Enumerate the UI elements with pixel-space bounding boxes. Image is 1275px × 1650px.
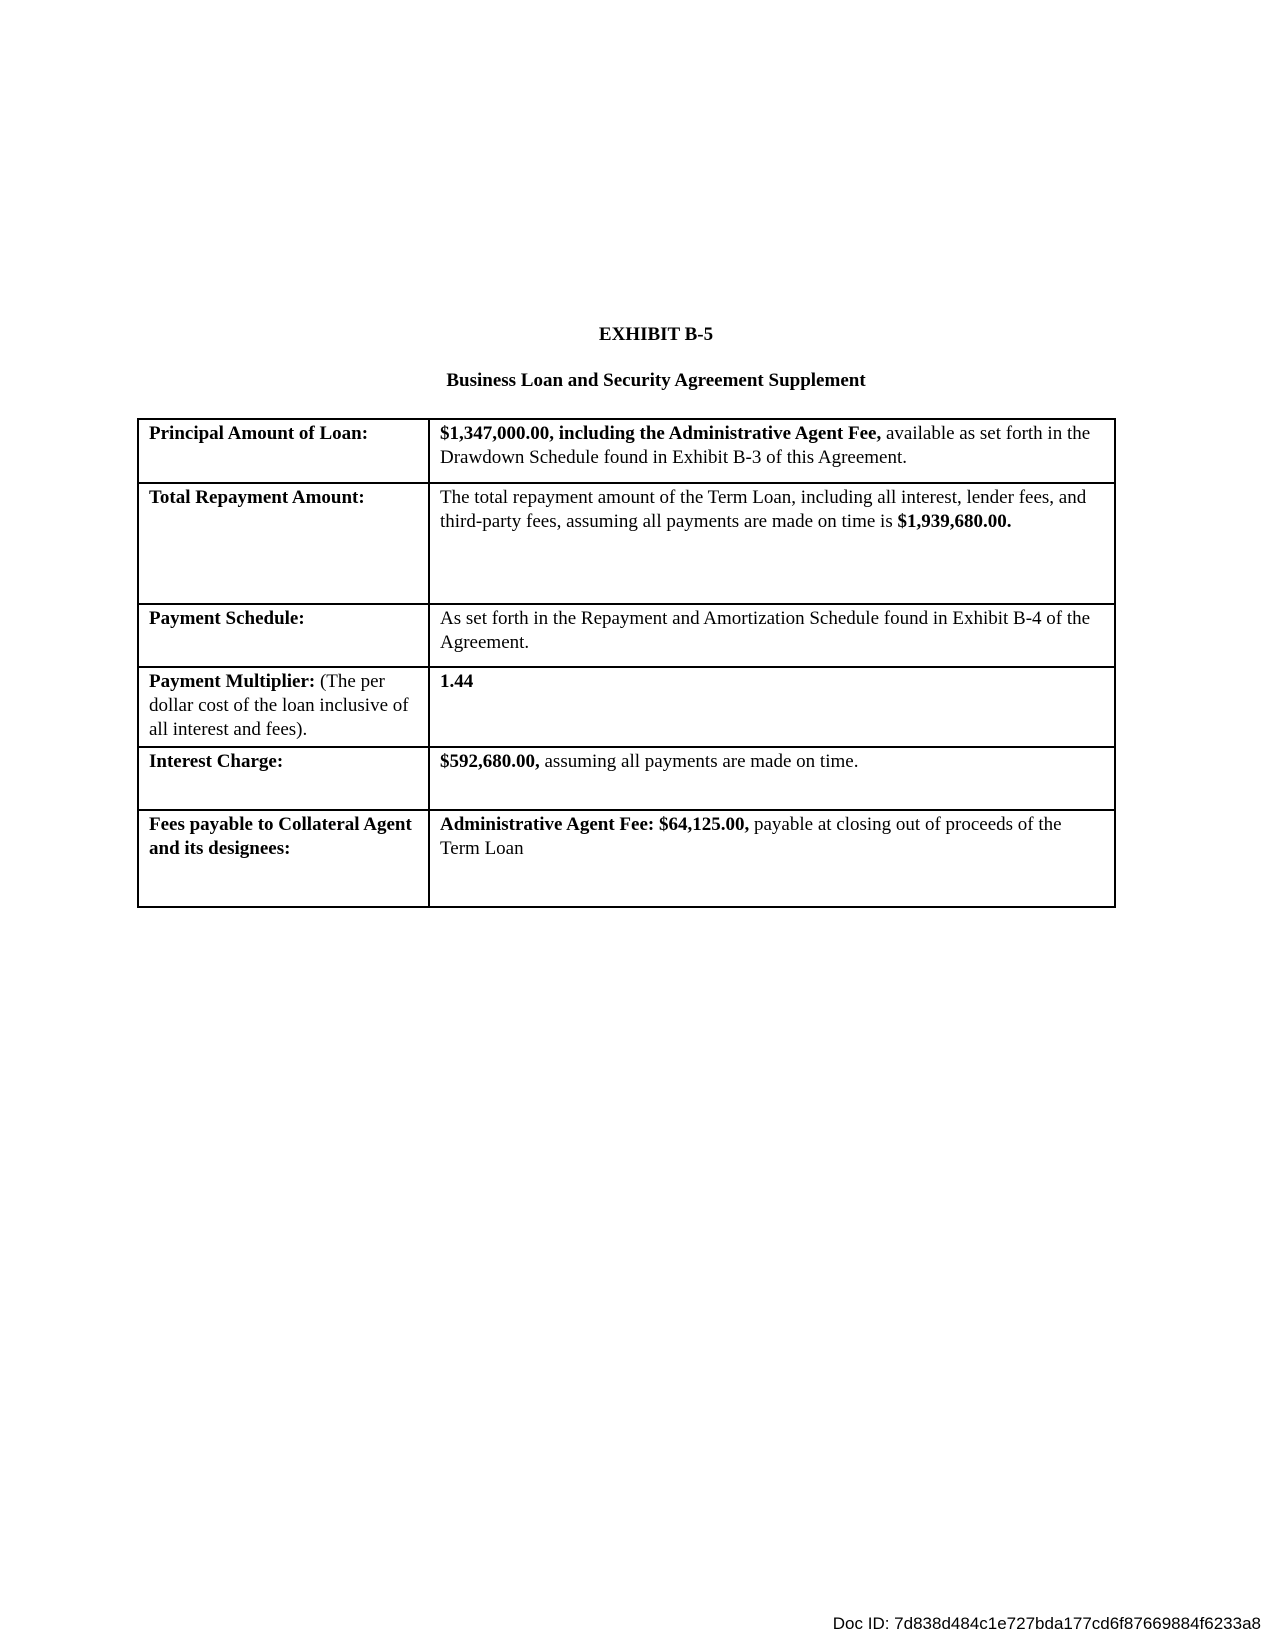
table-row-payment-schedule: [138, 604, 1115, 667]
row-label: Interest Charge:: [149, 751, 284, 772]
row-label: Fees payable to Collateral Agent and its designees:: [149, 814, 412, 859]
row-label: Payment Multiplier:: [149, 671, 316, 692]
table-row-principal: [138, 419, 1115, 483]
table-row-total-repayment: [138, 483, 1115, 604]
payment-schedule-description: As set forth in the Repayment and Amortization Schedule found in Exhibit B-4 of the Agreement.: [440, 608, 1091, 653]
principal-description: available as set forth in the Drawdown Schedule found in Exhibit B-3 of this Agreement.: [440, 423, 1091, 468]
interest-charge-description: assuming all payments are made on time.: [539, 751, 859, 772]
label-cell: [138, 667, 429, 747]
value-cell: [429, 667, 1115, 747]
label-cell: [138, 747, 429, 810]
value-cell: [429, 604, 1115, 667]
table-row-payment-multiplier: [138, 667, 1115, 747]
label-cell: [138, 483, 429, 604]
value-cell: [429, 483, 1115, 604]
exhibit-title: EXHIBIT B-5: [598, 324, 714, 345]
table-row-fees: [138, 810, 1115, 907]
row-label-note: (The per dollar cost of the loan inclusive of all interest and fees).: [149, 671, 409, 740]
agent-fee-amount: Administrative Agent Fee: $64,125.00,: [440, 814, 750, 835]
label-cell: [138, 810, 429, 907]
value-cell: [429, 810, 1115, 907]
payment-multiplier-value: 1.44: [440, 671, 474, 692]
total-repayment-description: The total repayment amount of the Term Loan, including all interest, lender fees, and third-party fees, assuming all payments are made on time is: [440, 487, 1087, 532]
row-label: Total Repayment Amount:: [149, 487, 365, 508]
value-cell: [429, 419, 1115, 483]
interest-charge-amount: $592,680.00,: [440, 751, 540, 772]
principal-amount: $1,347,000.00, including the Administrative Agent Fee,: [440, 423, 882, 444]
value-cell: [429, 747, 1115, 810]
agent-fee-description: payable at closing out of proceeds of the Term Loan: [440, 814, 1062, 859]
exhibit-subtitle: Business Loan and Security Agreement Supplement: [446, 370, 866, 391]
doc-id-footer: Doc ID: 7d838d484c1e727bda177cd6f87669884f6233a8: [832, 1614, 1261, 1633]
table-row-interest-charge: [138, 747, 1115, 810]
row-label: Payment Schedule:: [149, 608, 305, 629]
total-repayment-amount: $1,939,680.00.: [897, 511, 1012, 532]
loan-terms-table: [137, 418, 1116, 908]
row-label: Principal Amount of Loan:: [149, 423, 369, 444]
label-cell: [138, 419, 429, 483]
label-cell: [138, 604, 429, 667]
